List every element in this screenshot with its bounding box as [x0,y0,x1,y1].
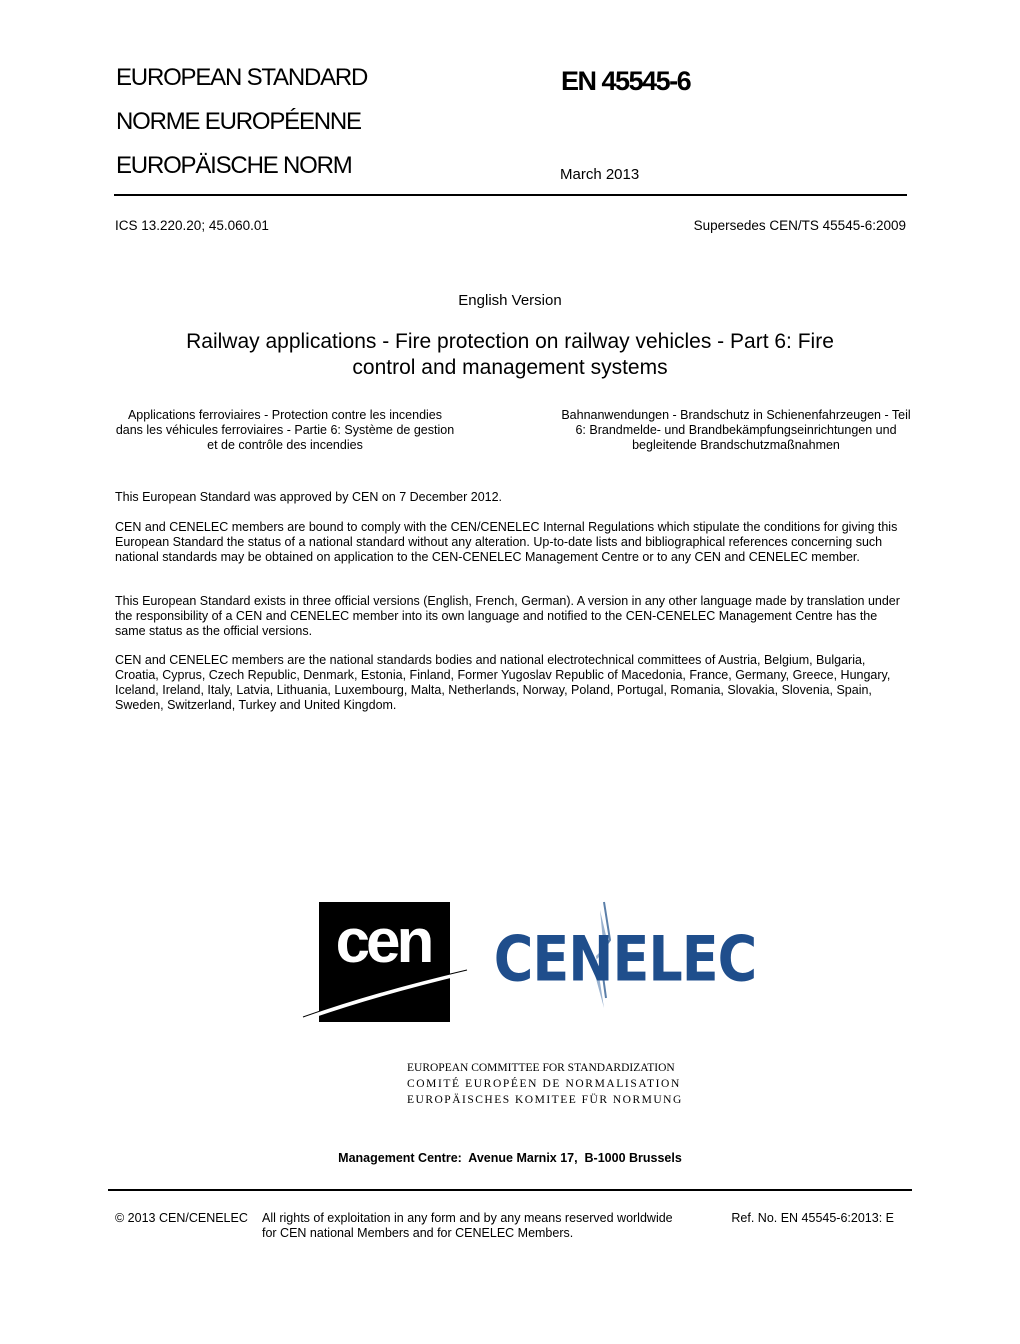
header-rule [114,194,907,196]
version-label: English Version [458,292,562,309]
versions-paragraph: This European Standard exists in three official versions (English, French, German). A version in any other language made by translation under the responsibility of a CEN and CENELEC member into its own language and notified to the CEN-CENELEC Management Centre has the same status as the official versions. [115,594,900,638]
french-title: Applications ferroviaires - Protection contre les incendies dans les véhicules ferroviaires - Partie 6: Système de gestion et de contrôle des incendies [115,408,455,452]
footer-rule [108,1189,912,1191]
members-paragraph: CEN and CENELEC members are the national standards bodies and national electrotechnical committees of Austria, Belgium, Bulgaria, Croatia, Cyprus, Czech Republic, Denmark, Estonia, Finland, Former Yugoslav Republic of Macedonia, France, Germany, Greece, Hungary, Iceland, Ireland, Italy, Latvia, Lithuania, Luxembourg, Malta, Netherlands, Norway, Poland, Portugal, Romania, Slovakia, Slovenia, Spain, Sweden, Switzerland, Turkey and United Kingdom. [115,653,891,712]
supersedes-note: Supersedes CEN/TS 45545-6:2009 [693,218,906,233]
reference-number: Ref. No. EN 45545-6:2013: E [731,1211,894,1225]
management-centre: Management Centre: Avenue Marnix 17, B-1000 Brussels [338,1151,682,1165]
publication-date: March 2013 [560,166,640,183]
committee-name-de: EUROPÄISCHES KOMITEE FÜR NORMUNG [407,1094,683,1106]
cenelec-logo-text: CENELEC [493,922,757,996]
cenelec-logo [493,900,757,1017]
rights-statement: All rights of exploitation in any form and by any means reserved worldwide for CEN national Members and for CENELEC Members. [262,1211,673,1240]
main-title: Railway applications - Fire protection on railway vehicles - Part 6: Fire control and management systems [186,330,834,379]
cen-logo-text: cen [335,907,431,976]
german-title: Bahnanwendungen - Brandschutz in Schienenfahrzeugen - Teil 6: Brandmelde- und Brandbekämpfungseinrichtungen und begleitende Brandschutzmaßnahmen [561,408,911,452]
ics-code: ICS 13.220.20; 45.060.01 [115,218,269,233]
standard-number: EN 45545-6 [561,66,691,96]
copyright: © 2013 CEN/CENELEC [115,1211,248,1225]
standard-title-de: EUROPÄISCHE NORM [116,152,352,179]
approval-paragraph: This European Standard was approved by CEN on 7 December 2012. [115,490,503,504]
committee-name-en: EUROPEAN COMMITTEE FOR STANDARDIZATION [407,1062,675,1074]
standard-title-en: EUROPEAN STANDARD [116,64,368,91]
compliance-paragraph: CEN and CENELEC members are bound to comply with the CEN/CENELEC Internal Regulations which stipulate the conditions for giving this European Standard the status of a national standard without any alteration. Up-to-date lists and bibliographical references concerning such national standards may be obtained on application to the CEN-CENELEC Management Centre or to any CEN and CENELEC member. [115,520,898,564]
cen-logo [303,900,468,1029]
committee-name-fr: COMITÉ EUROPÉEN DE NORMALISATION [407,1078,681,1090]
standard-title-fr: NORME EUROPÉENNE [116,108,361,135]
